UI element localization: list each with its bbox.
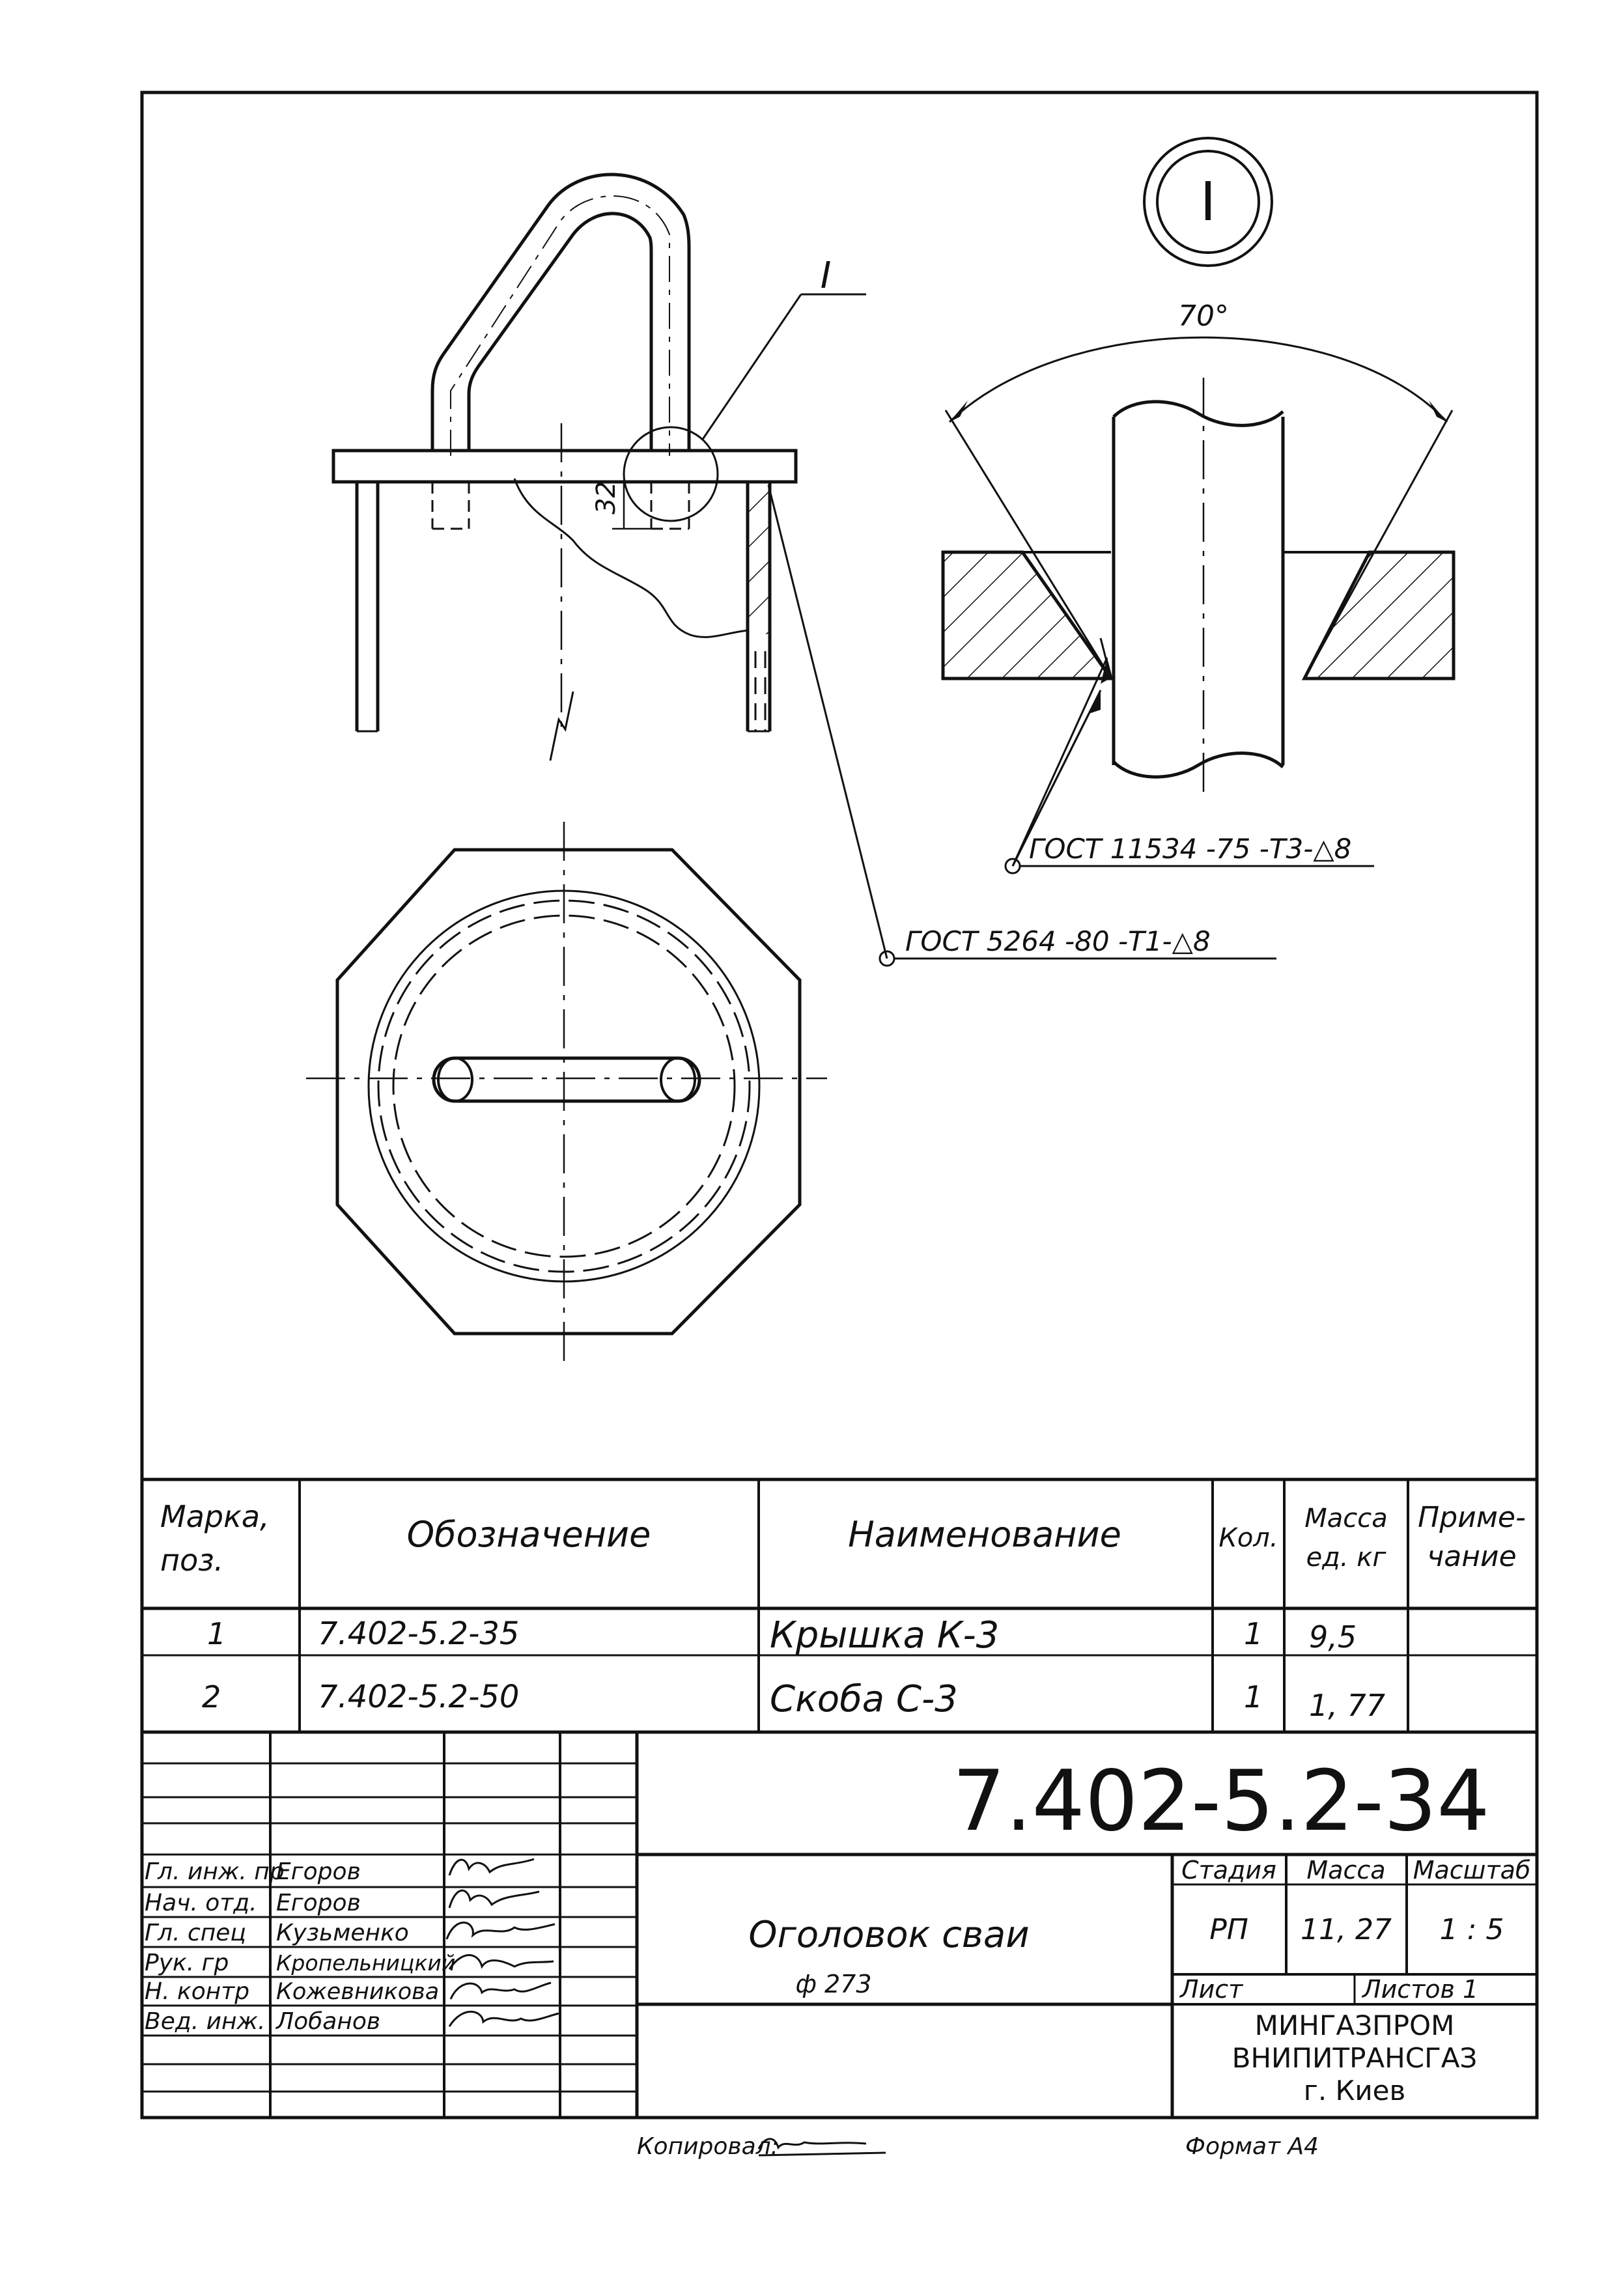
angle-label: 70° xyxy=(1178,300,1229,333)
dimension-32: 32 xyxy=(591,481,621,514)
header-qty: Кол. xyxy=(1218,1523,1278,1553)
person-role-6: Вед. инж. xyxy=(145,2008,266,2035)
header-mark-1: Марка, xyxy=(160,1499,270,1534)
detail-mark: I xyxy=(1200,171,1217,233)
row2-name: Скоба С-3 xyxy=(770,1678,958,1720)
org-line-2: ВНИПИТРАНСГАЗ xyxy=(1231,2042,1478,2074)
person-role-5: Н. контр xyxy=(145,1978,250,2005)
signatures xyxy=(447,1859,559,2026)
stage-value: РП xyxy=(1209,1913,1248,1946)
header-mark-2: поз. xyxy=(160,1543,224,1578)
row1-designation: 7.402-5.2-35 xyxy=(318,1616,520,1652)
header-designation: Обозначение xyxy=(406,1514,651,1555)
row1-qty: 1 xyxy=(1244,1616,1263,1651)
document-number: 7.402-5.2-34 xyxy=(952,1753,1490,1850)
person-name-2: Егоров xyxy=(276,1890,361,1916)
row2-qty: 1 xyxy=(1244,1679,1263,1715)
main-view xyxy=(333,175,887,959)
person-role-1: Гл. инж. пр xyxy=(145,1858,285,1885)
row1-mass: 9,5 xyxy=(1309,1619,1357,1655)
org-line-3: г. Киев xyxy=(1303,2075,1406,2107)
person-name-6: Лобанов xyxy=(276,2008,381,2035)
person-role-3: Гл. спец xyxy=(145,1920,246,1946)
person-name-5: Кожевникова xyxy=(276,1979,440,2005)
header-note-1: Приме- xyxy=(1418,1501,1526,1534)
title-block xyxy=(142,1732,1537,2118)
sheet-label: Лист xyxy=(1180,1975,1243,2004)
footer xyxy=(637,2133,1319,2160)
angle-arc xyxy=(950,337,1447,422)
person-name-4: Кропельницкий xyxy=(276,1950,456,1976)
person-name-1: Егоров xyxy=(276,1858,361,1885)
break-line xyxy=(514,479,749,637)
header-mass-2: ед. кг xyxy=(1306,1543,1386,1573)
row2-pos: 2 xyxy=(202,1679,221,1715)
weld-note-2: ГОСТ 5264 -80 -Т1-△8 xyxy=(905,925,1211,957)
format-label: Формат А4 xyxy=(1185,2133,1319,2160)
stage-label: Стадия xyxy=(1181,1856,1276,1884)
octagon-plate xyxy=(337,850,800,1334)
scale-value: 1 : 5 xyxy=(1439,1913,1504,1946)
wall-section-hatch xyxy=(749,483,768,634)
drawing-title: Оголовок сваи xyxy=(748,1914,1030,1956)
header-name: Наименование xyxy=(848,1514,1121,1555)
rod-top-break xyxy=(1114,402,1283,426)
row2-mass: 1, 77 xyxy=(1309,1688,1386,1723)
header-note-2: чание xyxy=(1427,1540,1517,1573)
copied-label: Копировал: xyxy=(637,2133,779,2160)
detail-circle xyxy=(624,427,718,521)
drawing-subtitle: ф 273 xyxy=(795,1970,872,1998)
header-mass-1: Масса xyxy=(1304,1504,1388,1533)
mass-label: Масса xyxy=(1306,1856,1386,1884)
detail-view xyxy=(880,138,1454,966)
leader-mark: I xyxy=(820,255,832,297)
scale-label: Масштаб xyxy=(1413,1856,1531,1884)
bracket-plan xyxy=(434,1058,699,1101)
row1-pos: 1 xyxy=(207,1616,227,1651)
org-line-1: МИНГАЗПРОМ xyxy=(1254,2009,1455,2041)
plate-section-left xyxy=(943,552,1111,679)
sheets-label: Листов 1 xyxy=(1362,1975,1479,2004)
person-name-3: Кузьменко xyxy=(276,1920,409,1946)
plan-view xyxy=(306,822,827,1361)
row2-designation: 7.402-5.2-50 xyxy=(318,1679,520,1715)
person-role-4: Рук. гр xyxy=(145,1950,229,1976)
row1-name: Крышка К-3 xyxy=(770,1614,1000,1657)
spec-table xyxy=(142,1479,1537,1732)
mass-value: 11, 27 xyxy=(1301,1913,1392,1946)
rod-bottom-break xyxy=(1114,753,1283,777)
cap-plate xyxy=(333,451,796,482)
weld-note-1: ГОСТ 11534 -75 -Т3-△8 xyxy=(1029,833,1352,865)
plate-section-right xyxy=(1304,552,1454,679)
person-role-2: Нач. отд. xyxy=(145,1890,257,1916)
